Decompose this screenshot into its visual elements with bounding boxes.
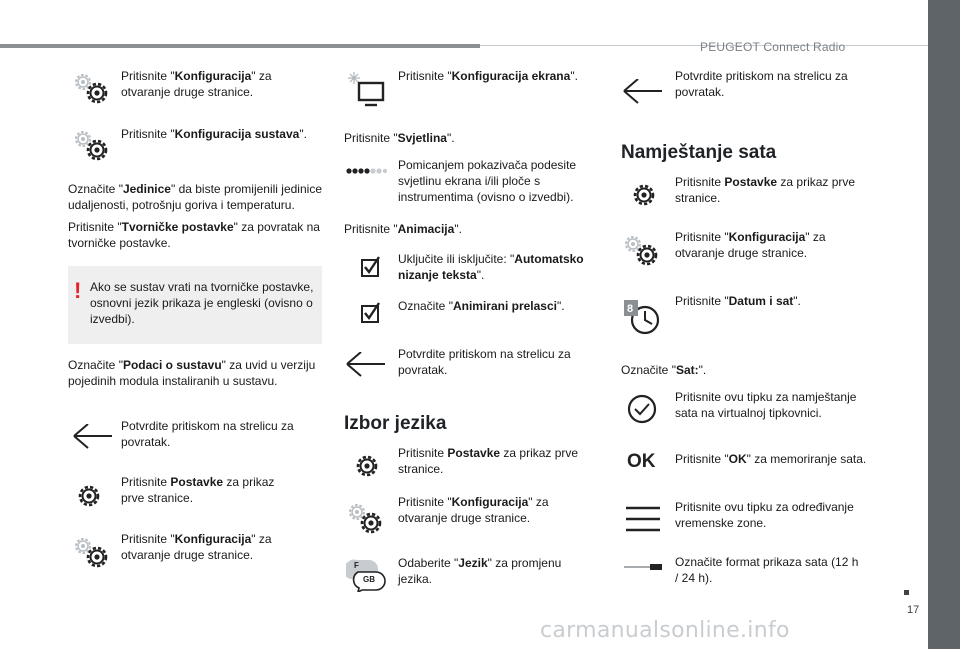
back-arrow-icon (72, 424, 116, 450)
para-units: Označite "Jedinice" da biste promijenili jedinice udaljenosti, potrošnju goriva i temperaturu. (68, 182, 322, 212)
instr-screen-configuration: Pritisnite "Konfiguracija ekrana". (398, 69, 578, 83)
checkbox-icon (360, 254, 382, 278)
toggle-format-icon (622, 563, 664, 571)
instr-settings: Pritisnite Postavke za prikaz prve stranice. (121, 475, 275, 505)
clock-set-icon (626, 393, 658, 425)
instr-brightness-slider: Pomicanjem pokazivača podesite svjetlinu ekrana i/ili ploče s instrumentima (ovisno o izvedbi). (398, 158, 577, 204)
heading-clock: Namještanje sata (621, 142, 777, 163)
settings-gears-icon (622, 232, 662, 270)
screen-brightness-icon (345, 70, 387, 110)
menu-icon (624, 504, 662, 534)
instr-configuration-4: Pritisnite "Konfiguracija" za otvaranje druge stranice. (675, 230, 826, 260)
instr-configuration-3: Pritisnite "Konfiguracija" za otvaranje druge stranice. (398, 495, 549, 525)
instr-date-time: Pritisnite "Datum i sat". (675, 294, 801, 308)
instr-auto-scroll: Uključite ili isključite: "Automatsko nizanje teksta". (398, 252, 584, 282)
para-system-info: Označite "Podaci o sustavu" za uvid u verziju pojedinih modula instaliranih u sustavu. (68, 358, 316, 388)
heading-language: Izbor jezika (344, 413, 447, 434)
instr-settings-3: Pritisnite Postavke za prikaz prve stranice. (675, 175, 856, 205)
clock-badge-label: 8 (627, 303, 634, 315)
instr-clock-format: Označite format prikaza sata (12 h / 24 h). (675, 555, 859, 585)
header-title: PEUGEOT Connect Radio (700, 40, 846, 54)
watermark: carmanualsonline.info (540, 618, 790, 643)
instr-ok: Pritisnite "OK" za memoriranje sata. (675, 452, 867, 466)
warning-text: Ako se sustav vrati na tvorničke postavke, osnovni jezik prikaza je engleski (ovisno o izvedbi). (90, 280, 314, 326)
side-strip (928, 0, 960, 649)
back-arrow-icon (345, 352, 389, 378)
instr-virtual-keyboard: Pritisnite ovu tipku za namještanje sata na virtualnoj tipkovnici. (675, 390, 857, 420)
instr-time-zone: Pritisnite ovu tipku za određivanje vremenske zone. (675, 500, 854, 530)
para-clock: Označite "Sat:". (621, 363, 707, 377)
back-arrow-icon (622, 79, 666, 105)
instr-system-configuration: Pritisnite "Konfiguracija sustava". (121, 127, 307, 141)
ok-icon: OK (627, 451, 656, 472)
instr-confirm-back-2: Potvrdite pritiskom na strelicu za povratak. (398, 347, 571, 377)
warning-icon: ! (74, 278, 82, 303)
instr-confirm-back-3: Potvrdite pritiskom na strelicu za povratak. (675, 69, 848, 99)
para-brightness: Pritisnite "Svjetlina". (344, 131, 455, 145)
flag-f-label: F (354, 561, 359, 570)
page-number: 17 (907, 604, 920, 616)
instr-language: Odaberite "Jezik" za promjenu jezika. (398, 556, 562, 586)
settings-gears-icon (346, 500, 386, 538)
settings-gear-icon (74, 481, 104, 511)
settings-gears-icon (72, 127, 112, 165)
header-bar (0, 44, 480, 48)
para-factory-settings: Pritisnite "Tvorničke postavke" za povratak na tvorničke postavke. (68, 220, 320, 250)
instr-settings-2: Pritisnite Postavke za prikaz prve stranice. (398, 446, 579, 476)
brightness-slider-icon (345, 165, 387, 177)
settings-gear-icon (629, 180, 659, 210)
instr-configuration-2: Pritisnite "Konfiguracija" za otvaranje druge stranice. (121, 532, 272, 562)
checkbox-icon (360, 300, 382, 324)
settings-gear-icon (352, 451, 382, 481)
instr-animated-transitions: Označite "Animirani prelasci". (398, 299, 565, 313)
instr-confirm-back: Potvrdite pritiskom na strelicu za povratak. (121, 419, 294, 449)
settings-gears-icon (72, 534, 112, 572)
instr-configuration: Pritisnite "Konfiguracija" za otvaranje druge stranice. (121, 69, 272, 99)
para-animation: Pritisnite "Animacija". (344, 222, 462, 236)
end-marker (904, 590, 909, 595)
flag-gb-label: GB (363, 575, 375, 584)
settings-gears-icon (72, 70, 112, 108)
